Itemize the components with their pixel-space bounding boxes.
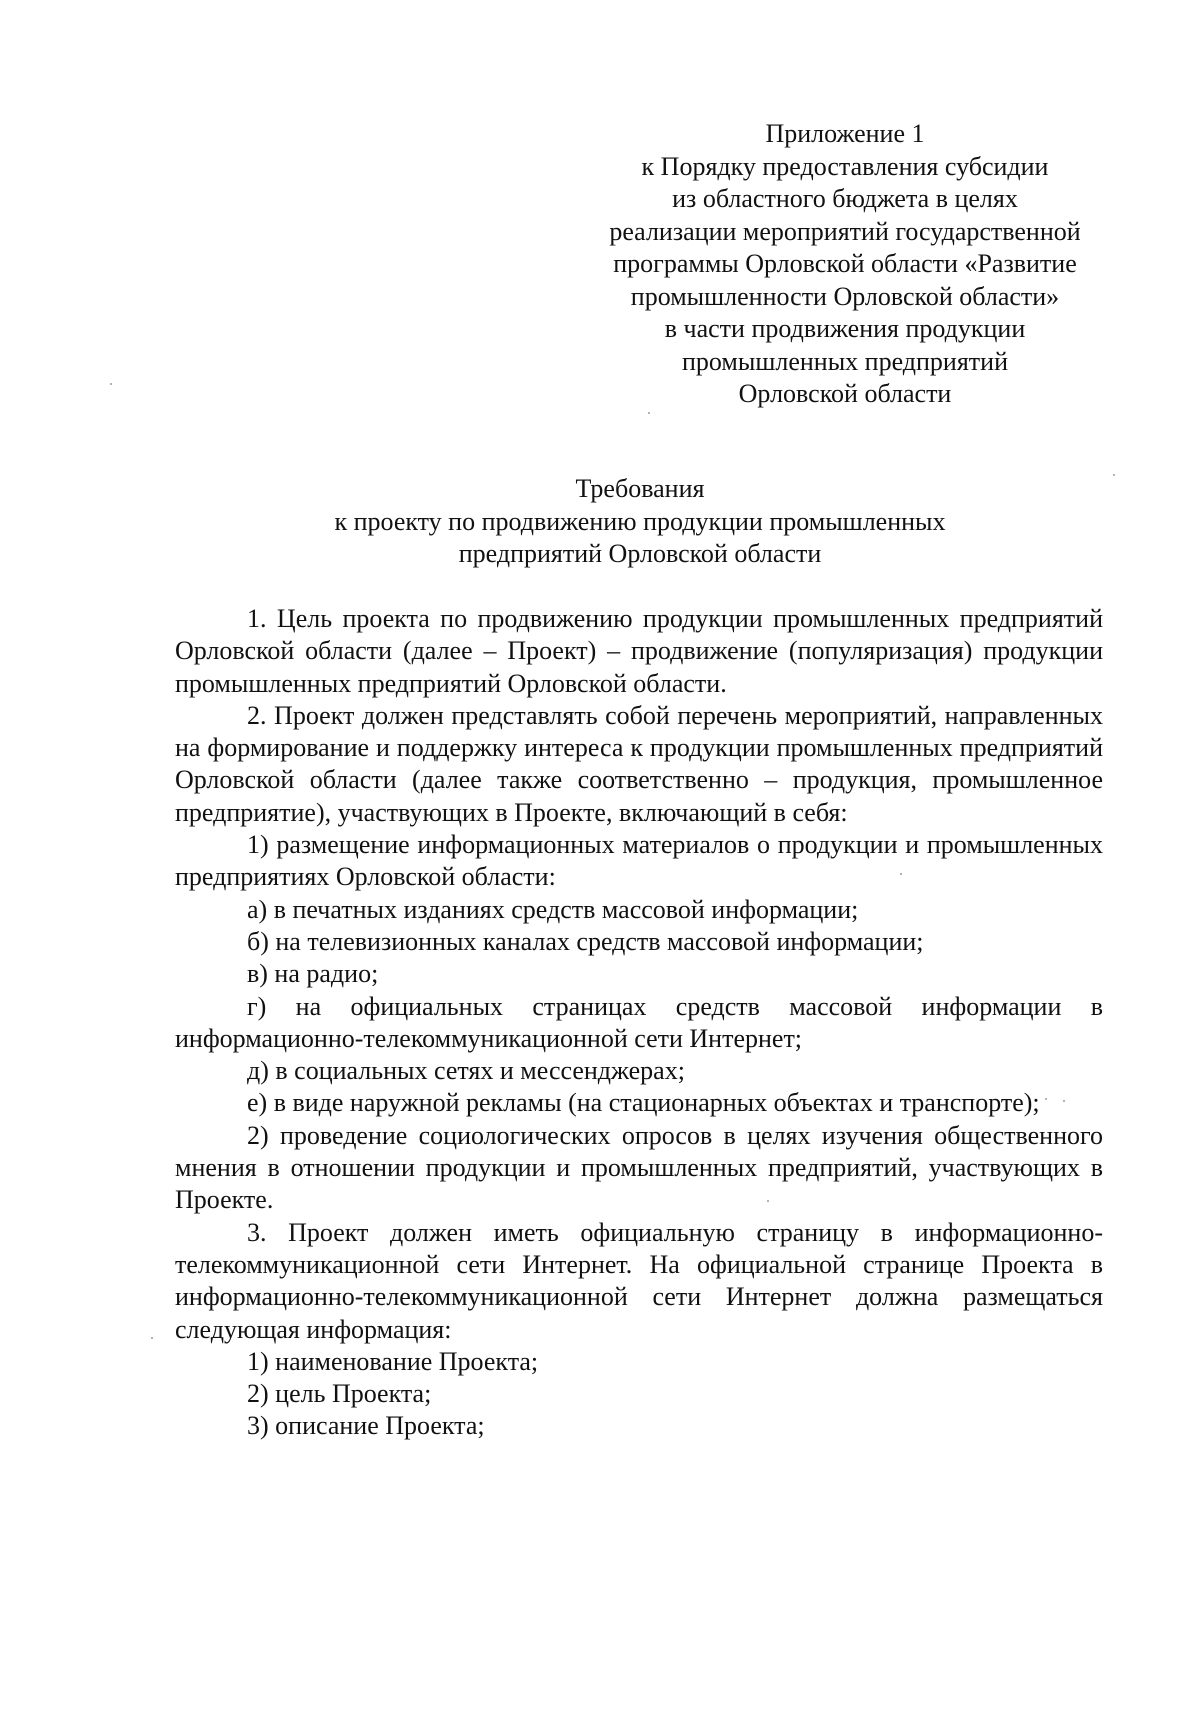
title-line: Требования (575, 474, 705, 503)
paragraph: 1. Цель проекта по продвижению продукции промышленных предприятий Орловской области (далее – Проект) – продвижение (популяризация) продукции промышленных предприятий Орловской области. (175, 604, 1103, 698)
list-item: а) в печатных изданиях средств массовой информации; (247, 894, 859, 924)
appendix-line: Орловской области (738, 379, 952, 408)
list-item: в) на радио; (247, 959, 379, 989)
scan-speck (900, 873, 902, 875)
list-item: 2) цель Проекта; (247, 1379, 432, 1409)
title-line: к проекту по продвижению продукции промышленных (334, 506, 946, 536)
list-item: г) на официальных страницах средств массовой информации в информационно-телекоммуникационной сети Интернет; (175, 991, 1103, 1053)
scan-speck (1113, 474, 1115, 476)
list-item: 1) наименование Проекта; (247, 1346, 539, 1376)
title-line: предприятий Орловской области (458, 539, 822, 568)
document-body (175, 603, 1103, 1443)
appendix-line: промышленности Орловской области» (630, 281, 1060, 311)
appendix-line: промышленных предприятий (682, 346, 1008, 376)
appendix-line: к Порядку предоставления субсидии (641, 151, 1049, 181)
appendix-line: в части продвижения продукции (664, 314, 1026, 343)
document-title (180, 473, 1100, 571)
scan-speck (1045, 1098, 1047, 1100)
list-item: 3) описание Проекта; (247, 1411, 485, 1441)
scan-speck (767, 1200, 769, 1202)
appendix-line: программы Орловской области «Развитие (613, 249, 1077, 278)
list-item: б) на телевизионных каналах средств массовой информации; (247, 926, 924, 956)
appendix-line: реализации мероприятий государственной (609, 216, 1081, 246)
list-item: 1) размещение информационных материалов о продукции и промышленных предприятиях Орловской области: (175, 830, 1103, 892)
appendix-line: Приложение 1 (765, 119, 925, 148)
scan-speck (1063, 1100, 1065, 1102)
appendix-header (575, 118, 1115, 411)
list-item: д) в социальных сетях и мессенджерах; (247, 1056, 685, 1086)
scan-speck (110, 383, 112, 385)
paragraph: 2. Проект должен представлять собой перечень мероприятий, направленных на формирование и поддержку интереса к продукции промышленных предприятий Орловской области (далее также соответственно – продукция, промышленное предприятие), участвующих в Проекте, включающий в себя: (175, 700, 1103, 827)
scan-speck (151, 1337, 153, 1339)
paragraph: 3. Проект должен иметь официальную страницу в информационно-телекоммуникационной сети Интернет. На официальной странице Проекта в информационно-телекоммуникационной сети Интернет должна размещаться следующая информация: (175, 1217, 1103, 1344)
list-item: е) в виде наружной рекламы (на стационарных объектах и транспорте); (247, 1088, 1040, 1118)
list-item: 2) проведение социологических опросов в целях изучения общественного мнения в отношении продукции и промышленных предприятий, участвующих в Проекте. (175, 1120, 1103, 1215)
appendix-line: из областного бюджета в целях (672, 184, 1018, 213)
scan-speck (648, 412, 650, 414)
